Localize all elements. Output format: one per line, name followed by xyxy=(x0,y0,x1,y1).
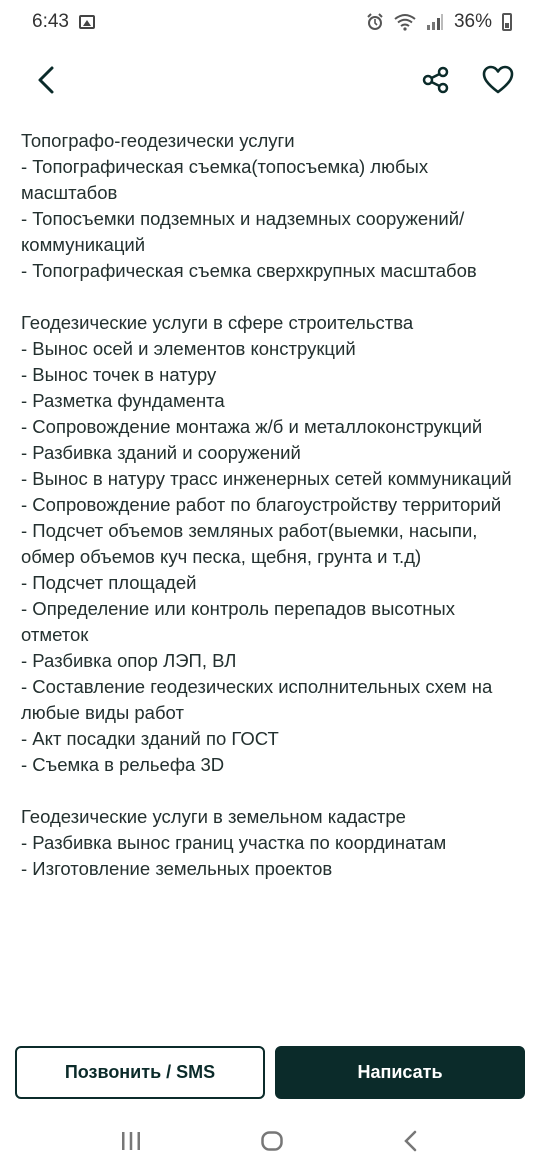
signal-icon xyxy=(426,13,444,31)
list-item: - Топографическая съемка(топосъемка) любых масштабов xyxy=(21,156,429,203)
home-icon[interactable] xyxy=(260,1129,284,1153)
app-bar xyxy=(0,48,540,112)
favorite-button[interactable] xyxy=(476,58,520,102)
list-item: - Подсчет площадей xyxy=(21,572,197,593)
section-cadastre xyxy=(21,804,526,882)
recent-apps-icon[interactable] xyxy=(119,1130,143,1152)
section-title: Топографо-геодезически услуги xyxy=(21,130,295,151)
list-item: - Вынос осей и элементов конструкций xyxy=(21,338,356,359)
back-button[interactable] xyxy=(24,58,68,102)
battery-percent: 36% xyxy=(453,11,492,32)
heart-icon xyxy=(482,65,514,95)
image-notification-icon xyxy=(79,15,95,29)
share-button[interactable] xyxy=(414,58,458,102)
wifi-icon xyxy=(394,13,416,31)
list-item: - Определение или контроль перепадов высотных отметок xyxy=(21,598,455,645)
section-title: Геодезические услуги в сфере строительства xyxy=(21,312,414,333)
list-item: - Съемка в рельефа 3D xyxy=(21,754,225,775)
list-item: - Вынос точек в натуру xyxy=(21,364,217,385)
list-item: - Топосъемки подземных и надземных сооружений/коммуникаций xyxy=(21,208,465,255)
write-message-button[interactable]: Написать xyxy=(275,1046,525,1099)
list-item: - Разбивка зданий и сооружений xyxy=(21,442,301,463)
chevron-left-icon xyxy=(35,65,57,95)
list-item: - Вынос в натуру трасс инженерных сетей коммуникаций xyxy=(21,468,512,489)
list-item: - Изготовление земельных проектов xyxy=(21,858,333,879)
section-topography xyxy=(21,128,526,284)
list-item: - Сопровождение монтажа ж/б и металлоконструкций xyxy=(21,416,483,437)
list-item: - Разбивка вынос границ участка по координатам xyxy=(21,832,447,853)
status-bar xyxy=(0,0,540,44)
section-title: Геодезические услуги в земельном кадастре xyxy=(21,806,406,827)
battery-icon xyxy=(502,13,512,31)
alarm-icon xyxy=(366,13,384,31)
share-icon xyxy=(421,65,451,95)
list-item: - Акт посадки зданий по ГОСТ xyxy=(21,728,279,749)
list-item: - Составление геодезических исполнительных схем на любые виды работ xyxy=(21,676,493,723)
system-nav-bar xyxy=(0,1112,540,1170)
list-item: - Подсчет объемов земляных работ(выемки, насыпи, обмер объемов куч песка, щебня, грунта и т.д) xyxy=(21,520,478,567)
list-item: - Разбивка опор ЛЭП, ВЛ xyxy=(21,650,237,671)
action-bar xyxy=(0,1046,540,1100)
description-text xyxy=(21,128,526,1016)
call-sms-button[interactable]: Позвонить / SMS xyxy=(15,1046,265,1099)
section-construction xyxy=(21,310,526,778)
back-nav-icon[interactable] xyxy=(401,1129,421,1153)
status-time: 6:43 xyxy=(32,11,69,32)
list-item: - Сопровождение работ по благоустройству территорий xyxy=(21,494,502,515)
list-item: - Топографическая съемка сверхкрупных масштабов xyxy=(21,260,477,281)
list-item: - Разметка фундамента xyxy=(21,390,225,411)
